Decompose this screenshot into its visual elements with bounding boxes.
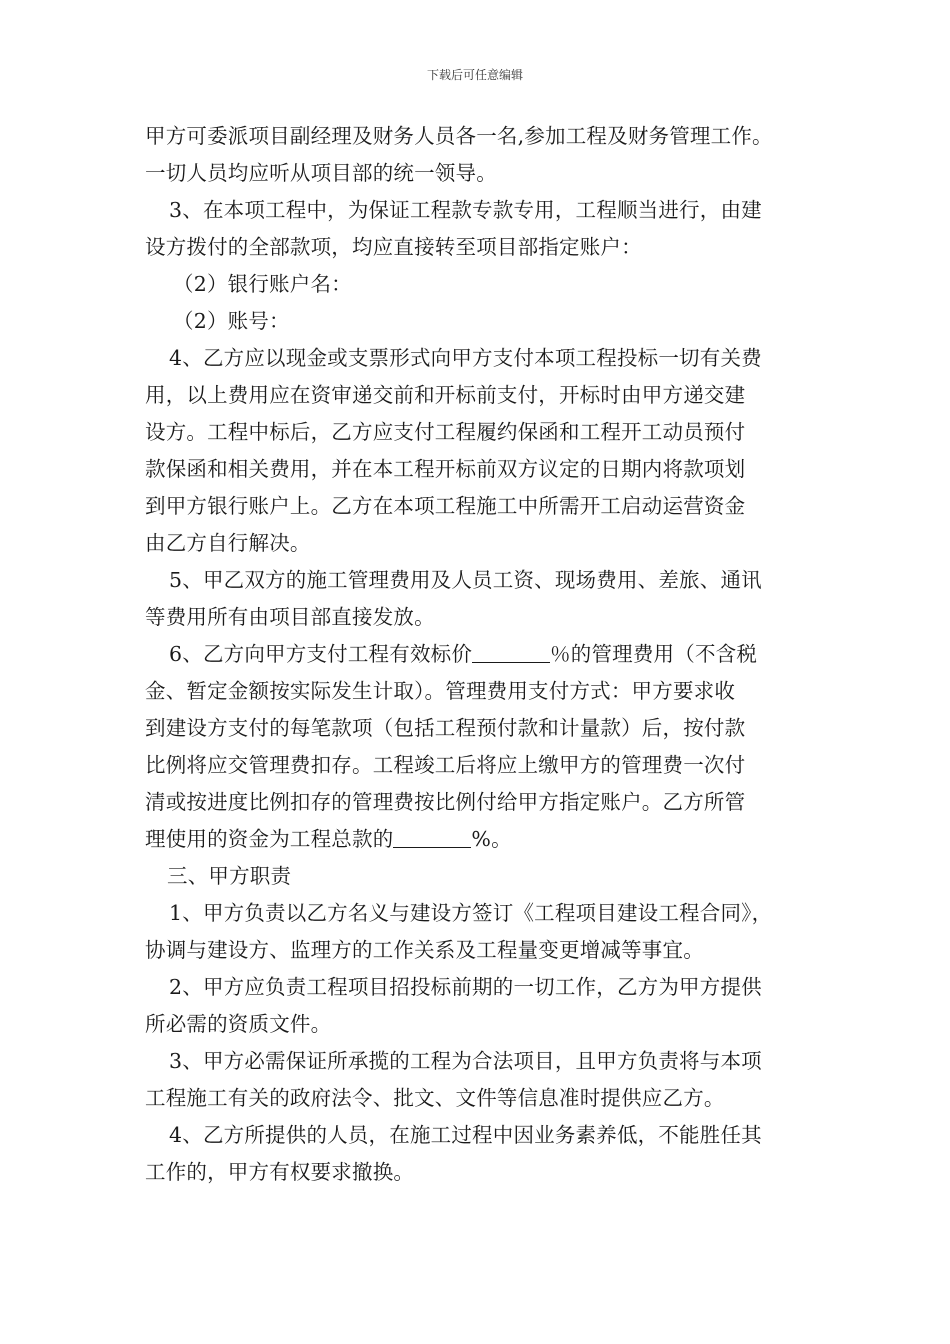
paragraph-line: 一切人员均应听从项目部的统一领导。 — [145, 161, 497, 185]
section-heading: 三、甲方职责 — [167, 864, 292, 888]
paragraph-line: 设方。工程中标后，乙方应支付工程履约保函和工程开工动员预付 — [145, 420, 746, 444]
fee-rate-suffix: ％的管理费用（不含税 — [550, 642, 758, 666]
fund-ratio-blank — [393, 825, 471, 848]
paragraph-line: 比例将应交管理费扣存。工程竣工后将应上缴甲方的管理费一次付 — [145, 753, 746, 777]
paragraph-line: 工作的，甲方有权要求撤换。 — [145, 1160, 415, 1184]
paragraph-line: 由乙方自行解决。 — [145, 531, 311, 555]
document-body — [145, 118, 815, 1191]
fund-ratio-text: 理使用的资金为工程总款的 — [145, 827, 394, 851]
paragraph-line: 清或按进度比例扣存的管理费按比例付给甲方指定账户。乙方所管 — [145, 790, 746, 814]
paragraph-line: 5、甲乙双方的施工管理费用及人员工资、现场费用、差旅、通讯 — [169, 568, 762, 592]
paragraph-line: 款保函和相关费用，并在本工程开标前双方议定的日期内将款项划 — [145, 457, 746, 481]
paragraph-line: 4、乙方所提供的人员，在施工过程中因业务素养低，不能胜任其 — [169, 1123, 762, 1147]
paragraph-line: 用，以上费用应在资审递交前和开标前支付，开标时由甲方递交建 — [145, 383, 746, 407]
paragraph-line: 金、暂定金额按实际发生计取）。管理费用支付方式：甲方要求收 — [145, 679, 736, 703]
paragraph-line: 2、甲方应负责工程项目招投标前期的一切工作，乙方为甲方提供 — [169, 975, 762, 999]
fund-ratio-suffix: %。 — [471, 827, 512, 851]
paragraph-line — [145, 636, 815, 673]
paragraph-line — [145, 821, 815, 858]
paragraph-line: 甲方可委派项目副经理及财务人员各一名,参加工程及财务管理工作。 — [145, 124, 773, 148]
paragraph-line: 到建设方支付的每笔款项（包括工程预付款和计量款）后，按付款 — [145, 716, 746, 740]
fee-rate-text: 6、乙方向甲方支付工程有效标价 — [169, 642, 473, 666]
account-number-line: （2）账号： — [173, 309, 290, 333]
paragraph-line: 设方拨付的全部款项，均应直接转至项目部指定账户： — [145, 235, 642, 259]
paragraph-line: 到甲方银行账户上。乙方在本项工程施工中所需开工启动运营资金 — [145, 494, 746, 518]
paragraph-line: 3、甲方必需保证所承揽的工程为合法项目，且甲方负责将与本项 — [169, 1049, 762, 1073]
paragraph-line: 所必需的资质文件。 — [145, 1012, 332, 1036]
fee-rate-blank — [472, 640, 550, 663]
paragraph-line: 1、甲方负责以乙方名义与建设方签订《工程项目建设工程合同》， — [169, 901, 773, 925]
bank-account-name-line: （2）银行账户名： — [173, 272, 352, 296]
paragraph-line: 4、乙方应以现金或支票形式向甲方支付本项工程投标一切有关费 — [169, 346, 762, 370]
paragraph-line: 3、在本项工程中，为保证工程款专款专用，工程顺当进行，由建 — [169, 198, 762, 222]
paragraph-line: 工程施工有关的政府法令、批文、文件等信息准时提供应乙方。 — [145, 1086, 725, 1110]
paragraph-line: 等费用所有由项目部直接发放。 — [145, 605, 435, 629]
paragraph-line: 协调与建设方、监理方的工作关系及工程量变更增减等事宜。 — [145, 938, 704, 962]
page-header-note: 下载后可任意编辑 — [426, 68, 523, 82]
